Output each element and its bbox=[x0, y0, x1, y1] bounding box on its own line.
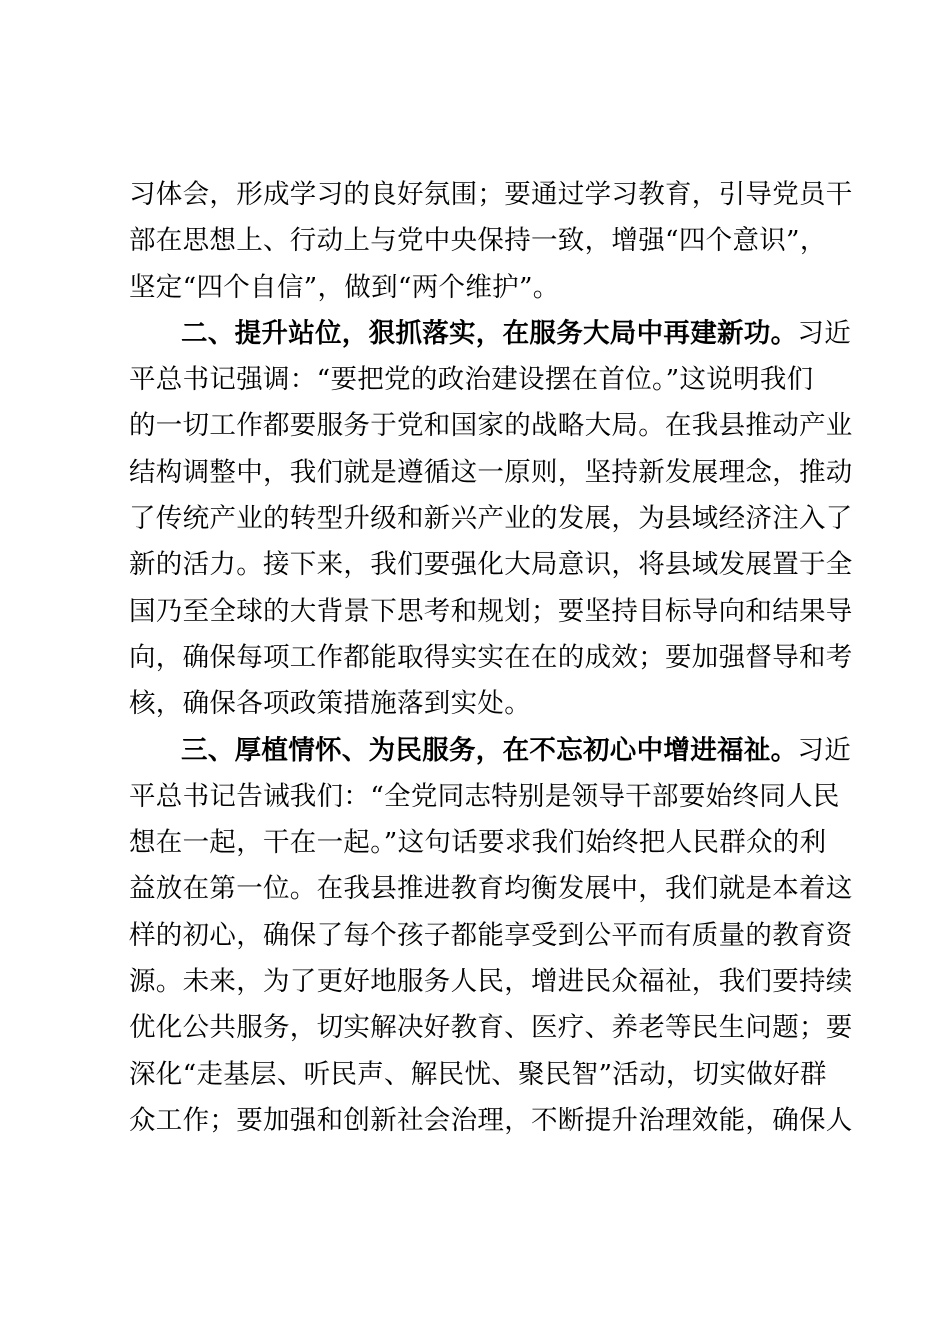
text-line: 国乃至全球的大背景下思考和规划；要坚持目标导向和结果导 bbox=[129, 595, 853, 627]
text-line: 优化公共服务，切实解决好教育、医疗、养老等民生问题；要 bbox=[129, 1012, 853, 1044]
body-text bbox=[129, 172, 853, 1144]
text-line: 的一切工作都要服务于党和国家的战略大局。在我县推动产业 bbox=[129, 410, 853, 442]
section-heading-3: 三、厚植情怀、为民服务，在不忘初心中增进福祉。 bbox=[181, 734, 798, 766]
text-run: 习近 bbox=[797, 317, 852, 349]
text-line: 深化“走基层、听民声、解民忧、聚民智”活动，切实做好群 bbox=[129, 1058, 827, 1090]
text-line: 结构调整中，我们就是遵循这一原则，坚持新发展理念，推动 bbox=[129, 456, 853, 488]
text-line: 向，确保每项工作都能取得实实在在的成效；要加强督导和考 bbox=[129, 641, 853, 673]
text-line: 样的初心，确保了每个孩子都能享受到公平而有质量的教育资 bbox=[129, 919, 853, 951]
text-line: 众工作；要加强和创新社会治理，不断提升治理效能，确保人 bbox=[129, 1104, 853, 1136]
text-line: 益放在第一位。在我县推进教育均衡发展中，我们就是本着这 bbox=[129, 873, 853, 905]
text-line: 习体会，形成学习的良好氛围；要通过学习教育，引导党员干 bbox=[129, 179, 853, 210]
section-heading-2: 二、提升站位，狠抓落实，在服务大局中再建新功。 bbox=[181, 317, 798, 349]
text-run: 习近 bbox=[797, 734, 852, 766]
text-line: 源。未来，为了更好地服务人民，增进民众福祉，我们要持续 bbox=[129, 966, 853, 998]
text-line: 部在思想上、行动上与党中央保持一致，增强“四个意识”， bbox=[129, 225, 827, 257]
section-heading-line bbox=[129, 311, 852, 357]
section-heading-line bbox=[129, 728, 852, 774]
text-line: 了传统产业的转型升级和新兴产业的发展，为县域经济注入了 bbox=[129, 503, 853, 535]
text-line: 平总书记强调：“要把党的政治建设摆在首位。”这说明我们 bbox=[129, 364, 814, 396]
text-line: 想在一起，干在一起。”这句话要求我们始终把人民群众的利 bbox=[129, 827, 827, 859]
text-line: 平总书记告诫我们：“全党同志特别是领导干部要始终同人民 bbox=[129, 780, 840, 812]
text-line: 坚定“四个自信”，做到“两个维护”。 bbox=[129, 271, 560, 303]
text-line: 新的活力。接下来，我们要强化大局意识，将县域发展置于全 bbox=[129, 549, 853, 581]
text-line: 核，确保各项政策措施落到实处。 bbox=[129, 688, 531, 720]
